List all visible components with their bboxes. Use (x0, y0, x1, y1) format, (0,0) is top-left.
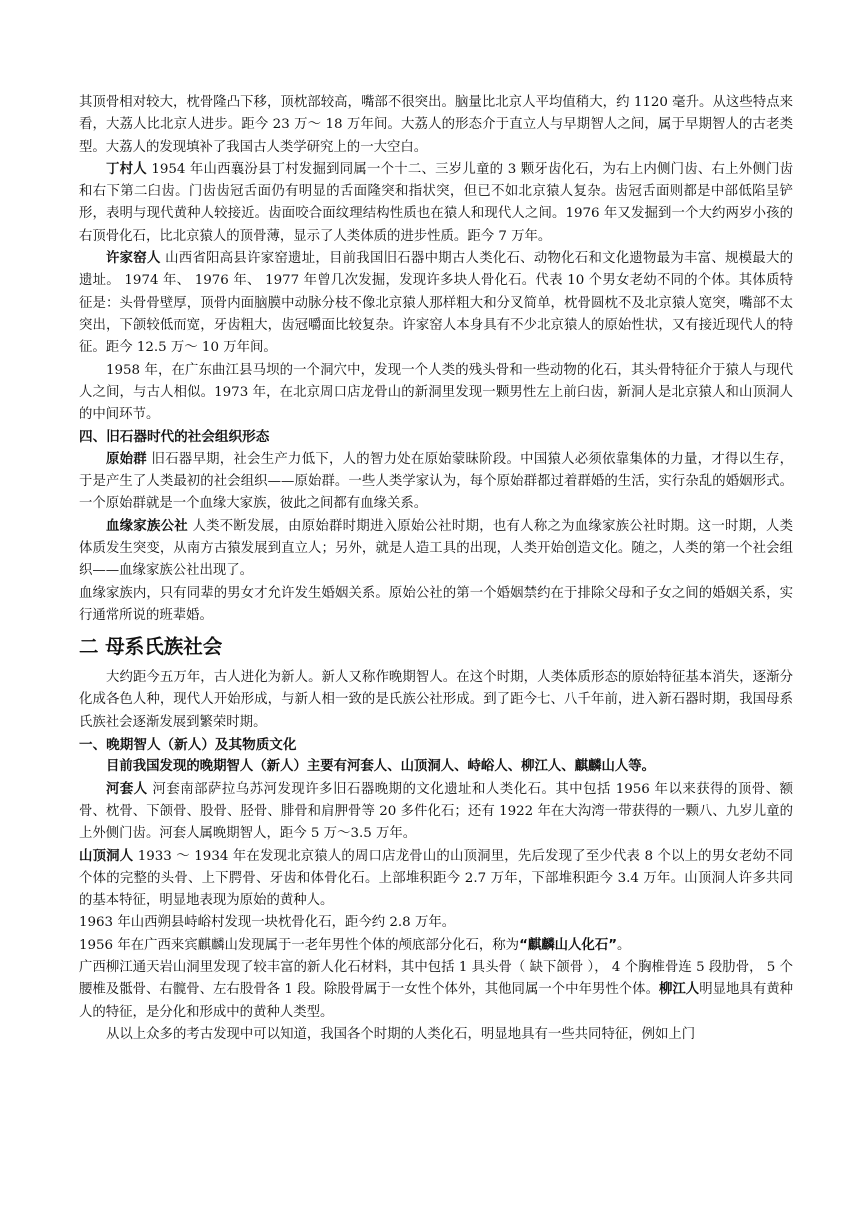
section-heading-1: 一、晚期智人（新人）及其物质文化 (79, 737, 297, 754)
document-page (79, 92, 793, 1046)
text-yuanshiqun: 旧石器早期，社会生产力低下，人的智力处在原始蒙昧阶段。中国猿人必须依靠集体的力量，才得以生存，于是产生了人类最初的社会组织——原始群。一些人类学家认为，每个原始群都过着群婚的生活，实行杂乱的婚姻形式。一个原始群就是一个血缘大家族，彼此之间都有血缘关系。 (79, 451, 793, 512)
term-xujiayao: 许家窑人 (106, 251, 161, 267)
paragraph-1958: 1958 年，在广东曲江县马坝的一个洞穴中，发现一个人类的残头骨和一些动物的化石，其头骨特征介于猿人与现代人之间，与古人相似。1973 年，在北京周口店龙骨山的新洞里发现一颗男性左上前臼齿，新洞人是北京猿人和山顶洞人的中间环节。 (79, 362, 793, 423)
text-dingcun: 1954 年山西襄汾县丁村发掘到同属一个十二、三岁儿童的 3 颗牙齿化石，为右上内侧门齿、右上外侧门齿和右下第二臼齿。门齿齿冠舌面仍有明显的舌面隆突和指状突，但已不如北京猿人复杂。齿冠舌面则都是中部低陷呈铲形，表明与现代黄种人较接近。齿面咬合面纹理结构性质也在猿人和现代人之间。1976 年又发掘到一个大约两岁小孩的右顶骨化石，比北京猿人的顶骨薄，显示了人类体质的进步性质。距今 7 万年。 (79, 161, 794, 244)
chapter-title: 二 母系氏族社会 (79, 635, 223, 659)
text-xueyuan: 人类不断发展，由原始群时期进入原始公社时期，也有人称之为血缘家族公社时期。这一时期，人类体质发生突变，从南方古猿发展到直立人；另外，就是人造工具的出现，人类开始创造文化。随之，人类的第一个社会组织——血缘家族公社出现了。 (79, 518, 793, 579)
term-hetao: 河套人 (106, 781, 148, 797)
text-qilin-post: 。 (617, 937, 631, 953)
paragraph-shanding (79, 846, 793, 913)
paragraph-dali: 其顶骨相对较大，枕骨隆凸下移，顶枕部较高，嘴部不很突出。脑量比北京人平均值稍大，约 1120 毫升。从这些特点来看，大荔人比北京人进步。距今 23 万～ 18 万年间。大荔人的形态介于直立人与早期智人之间，属于早期智人的古老类型。大荔人的发现填补了我国古人类学研究上的一大空白。 (79, 95, 793, 155)
paragraph-shiyu: 1963 年山西朔县峙峪村发现一块枕骨化石，距今约 2.8 万年。 (79, 915, 456, 931)
paragraph-liujiang (79, 957, 793, 1024)
text-xujiayao: 山西省阳高县许家窑遗址，目前我国旧石器中期古人类化石、动物化石和文化遗物最为丰富、规模最大的遗址。 1974 年、 1976 年、 1977 年曾几次发掘，发现许多块人骨化石。代表 10 个男女老幼不同的个体。其体质特征是：头骨骨壁厚，顶骨内面脑膜中动脉分枝不像北京猿人那样粗大和分叉简单，枕骨圆枕不及北京猿人宽突，嘴部不太突出，下颌较低而宽，牙齿粗大，齿冠嚼面比较复杂。许家窑人本身具有不少北京猿人的原始性状，又有接近现代人的特征。距今 12.5 万～ 10 万年间。 (79, 251, 793, 356)
term-xueyuan: 血缘家族公社 (106, 518, 188, 534)
term-dingcun: 丁村人 (106, 161, 147, 177)
section-heading-4: 四、旧石器时代的社会组织形态 (79, 429, 270, 446)
paragraph-intro: 大约距今五万年，古人进化为新人。新人又称作晚期智人。在这个时期，人类体质形态的原始特征基本消失，逐渐分化成各色人种，现代人开始形成，与新人相一致的是氏族公社形成。到了距今七、八千年前，进入新石器时期，我国母系氏族社会逐渐发展到繁荣时期。 (79, 670, 793, 730)
paragraph-hetao (79, 779, 793, 846)
paragraph-last: 从以上众多的考古发现中可以知道，我国各个时期的人类化石，明显地具有一些共同特征，例如上门 (106, 1026, 696, 1042)
term-shanding: 山顶洞人 (79, 848, 134, 864)
text-hetao: 河套南部萨拉乌苏河发现许多旧石器晚期的文化遗址和人类化石。其中包括 1956 年以来获得的顶骨、额骨、枕骨、下颌骨、股骨、胫骨、腓骨和肩胛骨等 20 多件化石；还有 1922 年在大沟湾一带获得的一颗八、九岁儿童的上外侧门齿。河套人属晚期智人，距今 5 万～3.5 万年。 (79, 781, 793, 842)
term-qilin: “麒麟山人化石” (519, 937, 618, 953)
term-liujiang: 柳江人 (658, 982, 700, 998)
text-qilin-pre: 1956 年在广西来宾麒麟山发现属于一老年男性个体的颅底部分化石，称为 (79, 937, 520, 953)
paragraph-xujiayao (79, 248, 793, 359)
text-shanding: 1933 ～ 1934 年在发现北京猿人的周口店龙骨山的山顶洞里，先后发现了至少代表 8 个以上的男女老幼不同个体的完整的头骨、上下腭骨、牙齿和体骨化石。上部堆积距今 2.7 万年，下部堆积距今 3.4 万年。山顶洞人许多共同的基本特征，明显地表现为原始的黄种人。 (79, 848, 794, 909)
lead-sentence: 目前我国发现的晚期智人（新人）主要有河套人、山顶洞人、峙峪人、柳江人、麒麟山人等。 (106, 759, 656, 775)
paragraph-xueyuan (79, 516, 793, 583)
paragraph-xueyuan-2: 血缘家族内，只有同辈的男女才允许发生婚姻关系。原始公社的第一个婚姻禁约在于排除父母和子女之间的婚姻关系，实行通常所说的班辈婚。 (79, 585, 793, 623)
text-liujiang-post: 明显地具有黄种人的特征，是分化和形成中的黄种人类型。 (79, 982, 794, 1020)
text-liujiang-pre: 广西柳江通天岩山洞里发现了较丰富的新人化石材料，其中包括 1 具头骨（ 缺下颌骨 ）， 4 个胸椎骨连 5 段肋骨， 5 个腰椎及骶骨、右髋骨、左右股骨各 1 段。除股骨属于一女性个体外，其他同属一个中年男性个体。 (79, 959, 793, 998)
paragraph-qilin (79, 935, 793, 957)
paragraph-dingcun (79, 159, 793, 248)
term-yuanshiqun: 原始群 (106, 451, 147, 467)
paragraph-yuanshiqun (79, 449, 793, 516)
